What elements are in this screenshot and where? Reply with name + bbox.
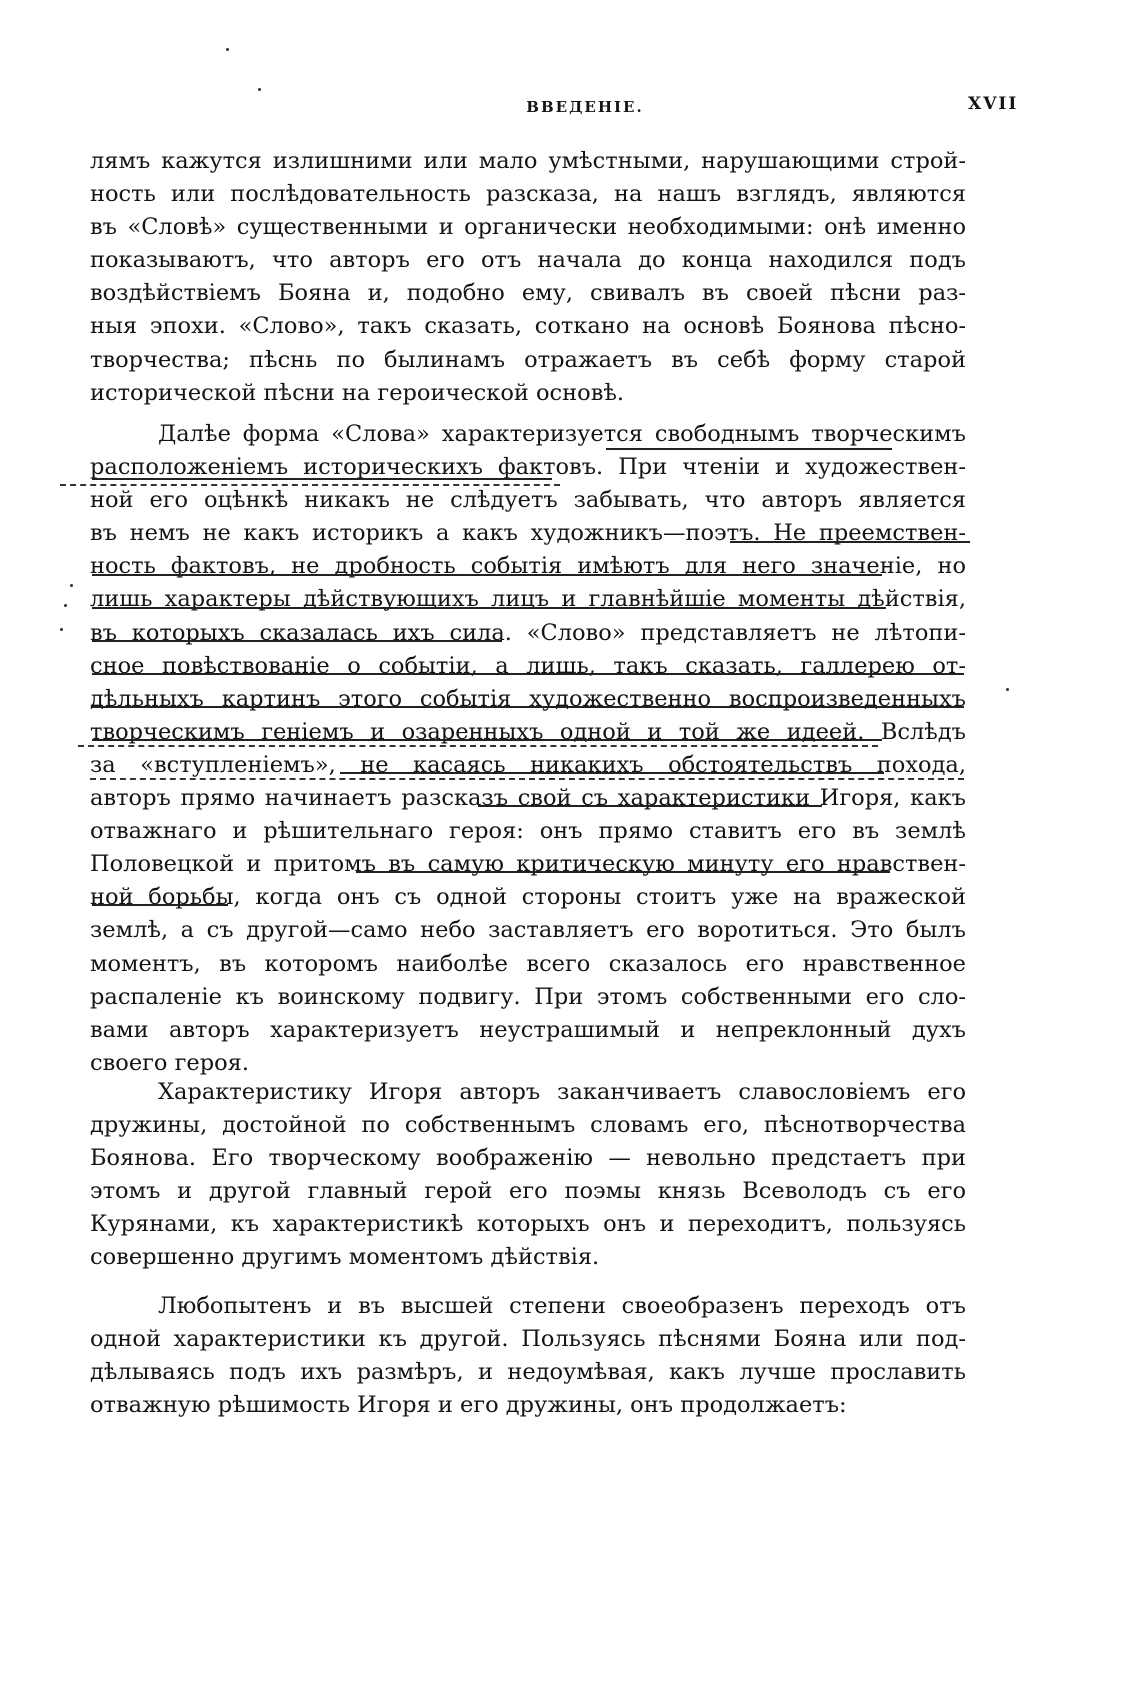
text-line: Характеристику Игоря авторъ заканчиваетъ славословіемъ его — [158, 1079, 966, 1105]
pencil-underline — [92, 706, 964, 708]
pencil-underline — [340, 772, 884, 774]
text-line: этомъ и другой главный герой его поэмы князь Всеволодъ съ его — [90, 1178, 966, 1205]
text-line: совершенно другимъ моментомъ дѣйствія. — [90, 1244, 600, 1271]
text-line: въ «Словѣ» существенными и органически необходимыми: онѣ именно — [90, 214, 966, 241]
text-line: Курянами, къ характеристикѣ которыхъ онъ и переходитъ, пользуясь — [90, 1211, 966, 1238]
text-line: показываютъ, что авторъ его отъ начала до конца находился подъ — [90, 247, 966, 274]
text-line: лишь характеры дѣйствующихъ лицъ и главнѣйшіе моменты дѣйствія, — [90, 586, 966, 613]
margin-mark — [70, 584, 73, 587]
paragraph-1 — [90, 145, 966, 410]
text-line: ность фактовъ, не дробность событія имѣютъ для него значеніе, но — [90, 553, 966, 580]
pencil-underline — [606, 448, 892, 450]
text-line: отважную рѣшимость Игоря и его дружины, онъ продолжаетъ: — [90, 1392, 847, 1419]
pencil-underline — [478, 805, 822, 807]
text-line: творческимъ геніемъ и озаренныхъ одной и той же идеей. Вслѣдъ — [90, 718, 966, 745]
paragraph-2 — [90, 418, 966, 1080]
text-line: моментъ, въ которомъ наиболѣе всего сказалось его нравственное — [90, 950, 966, 977]
margin-mark — [64, 604, 67, 607]
text-line: одной характеристики къ другой. Пользуясь пѣснями Бояна или под- — [90, 1326, 966, 1353]
text-line: сное повѣствованіе о событіи, а лишь, такъ сказать, галлерею от- — [90, 652, 966, 679]
text-line: въ которыхъ сказалась ихъ сила. «Слово» представляетъ не лѣтопи- — [90, 619, 966, 646]
margin-mark — [226, 48, 229, 51]
text-line: Половецкой и притомъ въ самую критическую минуту его нравствен- — [90, 851, 966, 878]
pencil-underline — [90, 778, 964, 780]
text-line: отважнаго и рѣшительнаго героя: онъ прямо ставитъ его въ землѣ — [90, 818, 966, 845]
paragraph-4 — [90, 1290, 966, 1422]
paragraph-3 — [90, 1076, 966, 1275]
text-line: распаленіе къ воинскому подвигу. При этомъ собственными его сло- — [90, 983, 966, 1010]
text-line: Любопытенъ и въ высшей степени своеобразенъ переходъ отъ — [158, 1293, 966, 1319]
text-line: въ немъ не какъ историкъ а какъ художникъ—поэтъ. Не преемствен- — [90, 520, 966, 547]
text-line: воздѣйствіемъ Бояна и, подобно ему, свивалъ въ своей пѣсни раз- — [90, 280, 966, 307]
text-line: исторической пѣсни на героической основѣ. — [90, 379, 625, 406]
text-line: своего героя. — [90, 1049, 250, 1076]
pencil-underline — [92, 574, 882, 576]
margin-mark — [60, 628, 63, 631]
text-line: ность или послѣдовательность разсказа, на нашъ взглядъ, являются — [90, 181, 966, 208]
text-line: Боянова. Его творческому воображенію — невольно предстаетъ при — [90, 1145, 966, 1172]
text-line: за «вступленіемъ», не касаясь никакихъ обстоятельствъ похода, — [90, 751, 966, 778]
margin-mark — [258, 88, 261, 91]
pencil-underline — [92, 478, 552, 480]
pencil-underline — [92, 640, 502, 642]
pencil-underline — [60, 484, 560, 486]
margin-mark — [1006, 688, 1009, 691]
text-line: ной его оцѣнкѣ никакъ не слѣдуетъ забывать, что авторъ является — [90, 487, 966, 514]
pencil-underline — [92, 739, 882, 741]
text-line: дружины, достойной по собственнымъ словамъ его, пѣснотворчества — [90, 1112, 966, 1139]
text-line: Далѣе форма «Слова» характеризуется свободнымъ творческимъ — [158, 421, 966, 447]
pencil-underline — [730, 541, 970, 543]
text-line: дѣлываясь подъ ихъ размѣръ, и недоумѣвая, какъ лучше прославить — [90, 1359, 966, 1386]
text-line: авторъ прямо начинаетъ разсказъ свой съ характеристики Игоря, какъ — [90, 785, 966, 812]
text-line: ныя эпохи. «Слово», такъ сказать, соткано на основѣ Боянова пѣсно- — [90, 313, 966, 340]
pencil-underline — [78, 745, 878, 747]
pencil-underline — [356, 871, 890, 873]
text-line: дѣльныхъ картинъ этого событія художественно воспроизведенныхъ — [90, 685, 966, 712]
pencil-underline — [92, 607, 886, 609]
page-number: XVII — [968, 94, 1019, 114]
text-line: вами авторъ характеризуетъ неустрашимый и непреклонный духъ — [90, 1016, 966, 1043]
text-line: землѣ, а съ другой—само небо заставляетъ его воротиться. Это былъ — [90, 917, 966, 944]
pencil-underline — [92, 904, 228, 906]
text-line: лямъ кажутся излишними или мало умѣстными, нарушающими строй- — [90, 148, 966, 174]
text-line: творчества; пѣснь по былинамъ отражаетъ въ себѣ форму старой — [90, 346, 966, 373]
pencil-underline — [92, 673, 964, 675]
running-header-title: ВВЕДЕНІЕ. — [526, 98, 644, 116]
text-line: расположеніемъ историческихъ фактовъ. При чтеніи и художествен- — [90, 454, 966, 481]
text-line: ной борьбы, когда онъ съ одной стороны стоитъ уже на вражеской — [90, 884, 966, 911]
